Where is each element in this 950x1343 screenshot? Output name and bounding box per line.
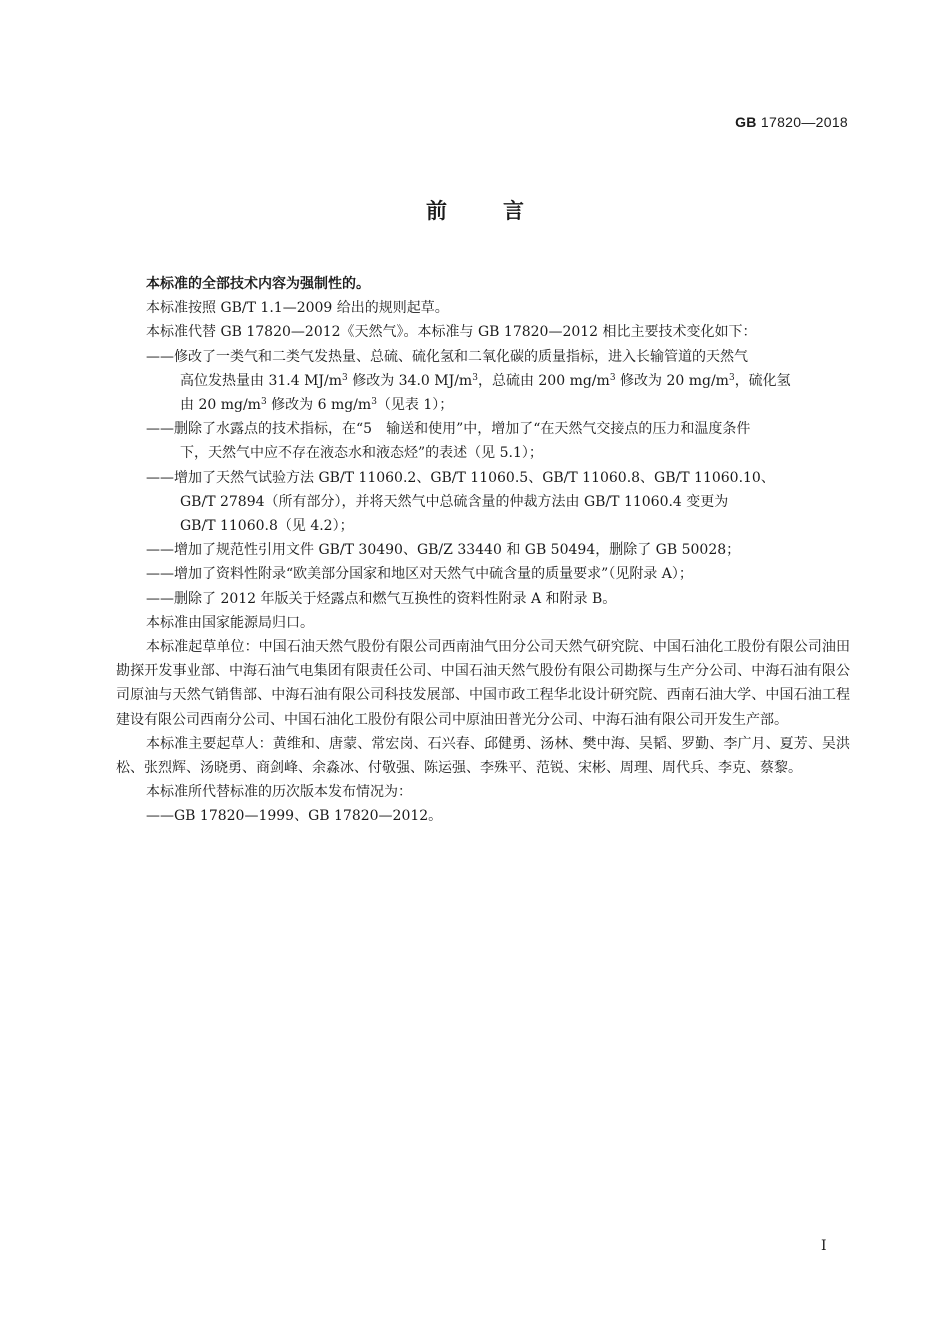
mandatory-statement: 本标准的全部技术内容为强制性的。	[146, 276, 370, 292]
change-item-line: 下，天然气中应不存在液态水和液态烃”的表述（见 5.1）；	[180, 445, 543, 462]
change-item-line: GB/T 11060.8（见 4.2）；	[180, 518, 354, 535]
standard-number: 17820—2018	[760, 114, 848, 130]
page-number: I	[821, 1238, 827, 1254]
change-item-6: ——删除了 2012 年版关于烃露点和燃气互换性的资料性附录 A 和附录 B。	[146, 590, 617, 607]
drafting-units-paragraph: 本标准起草单位：中国石油天然气股份有限公司西南油气田分公司天然气研究院、中国石油化工股份有限公司油田勘探开发事业部、中海石油气电集团有限责任公司、中国石油天然气股份有限公司勘探与生产分公司、中海石油有限公司原油与天然气销售部、中海石油有限公司科技发展部、中国市政工程华北设计研究院、西南石油大学、中国石油工程建设有限公司西南分公司、中国石油化工股份有限公司中原油田普光分公司、中海石油有限公司开发生产部。	[116, 639, 850, 728]
history-paragraph: 本标准所代替标准的历次版本发布情况为：	[146, 784, 412, 801]
change-item-line: ——删除了水露点的技术指标，在“5 输送和使用”中，增加了“在天然气交接点的压力和温度条件	[146, 421, 751, 438]
drafters-paragraph: 本标准主要起草人：黄维和、唐蒙、常宏岗、石兴春、邱健勇、汤林、樊中海、吴韬、罗勤、李广月、夏芳、吴洪松、张烈辉、汤晓勇、商剑峰、余淼冰、付敬强、陈运强、李殊平、范锐、宋彬、周理、周代兵、李克、蔡黎。	[116, 735, 850, 777]
drafting-rules-paragraph: 本标准按照 GB/T 1.1—2009 给出的规则起草。	[146, 300, 449, 317]
authority-paragraph: 本标准由国家能源局归口。	[146, 614, 314, 631]
change-item-4: ——增加了规范性引用文件 GB/T 30490、GB/Z 33440 和 GB 50494，删除了 GB 50028；	[146, 542, 741, 559]
standard-code	[735, 114, 848, 130]
change-item-2	[116, 417, 850, 465]
replacement-paragraph: 本标准代替 GB 17820—2012《天然气》。本标准与 GB 17820—2012 相比主要技术变化如下：	[146, 324, 757, 341]
change-item-3	[116, 466, 850, 539]
change-item-line: 高位发热量由 31.4 $MJ/m^3$ 修改为 34.0 $MJ/m^3$，总硫由 200 $mg/m^3$ 修改为 20 $mg/m^3$，硫化氢	[180, 372, 791, 389]
change-item-5: ——增加了资料性附录“欧美部分国家和地区对天然气中硫含量的质量要求”（见附录 A）；	[146, 566, 693, 583]
change-item-line: GB/T 27894（所有部分），并将天然气中总硫含量的仲裁方法由 GB/T 11060.4 变更为	[180, 493, 729, 510]
change-item-line: ——增加了天然气试验方法 GB/T 11060.2、GB/T 11060.5、GB/T 11060.8、GB/T 11060.10、	[146, 469, 775, 486]
change-item-1	[116, 345, 850, 418]
page-title: 前言	[426, 199, 580, 223]
change-item-line: 由 20 $mg/m^3$ 修改为 6 $mg/m^3$（见表 1）；	[180, 397, 454, 414]
document-body	[116, 272, 850, 829]
standard-prefix: GB	[735, 114, 757, 130]
change-item-line: ——修改了一类气和二类气发热量、总硫、硫化氢和二氧化碳的质量指标，进入长输管道的天然气	[146, 348, 748, 365]
history-item: ——GB 17820—1999、GB 17820—2012。	[146, 808, 443, 825]
